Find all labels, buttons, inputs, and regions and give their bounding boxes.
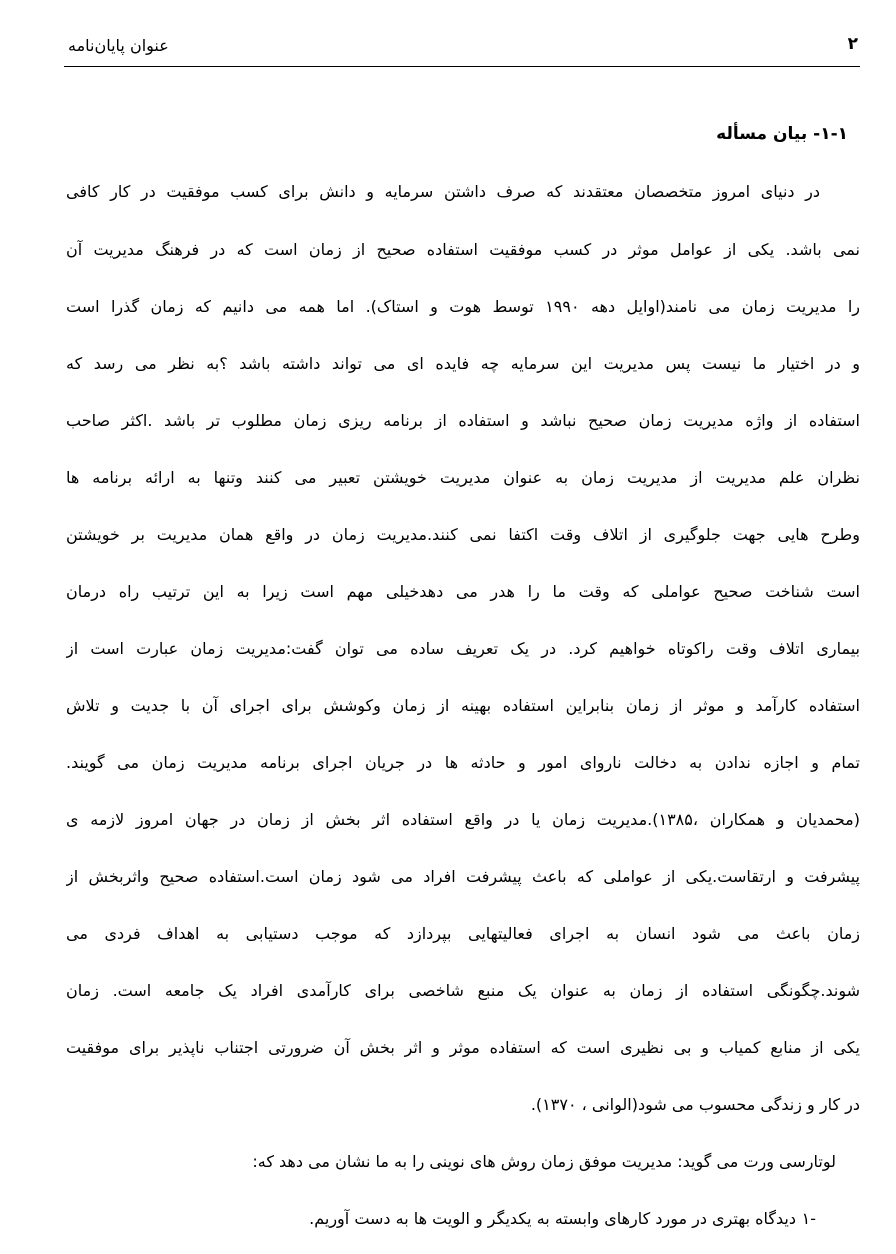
quote-sentence: لوتارسی ورت می گوید: مدیریت موفق زمان روش های نوینی را به ما نشان می دهد که: [252,1152,836,1171]
section-heading: ۱-۱- بیان مسأله [716,124,848,144]
paragraph-line: نظران علم مدیریت از مدیریت زمان به عنوان مدیریت خویشتن تعبیر می کنند وتنها به ارائه برنامه ها [66,468,860,487]
paragraph-line: زمان باعث می شود انسان به اجرای فعالیتهایی بپردازد که موجب دستیابی به اهداف فردی می [66,924,860,943]
paragraph-line: بیماری اتلاف وقت راکوتاه خواهیم کرد. در یک تعریف ساده می توان گفت:مدیریت زمان عبارت است از [66,639,860,658]
list-item: دیدگاه بهتری در مورد کارهای وابسته به یکدیگر و الویت ها به دست آوریم. [309,1209,796,1228]
paragraph-line: و در اختیار ما نیست پس مدیریت این سرمایه چه فایده ای می تواند داشته باشد ؟به نظر می رسد که [66,354,860,373]
paragraph-line: در کار و زندگی محسوب می شود(الوانی ، ۱۳۷۰). [530,1095,860,1114]
paragraph-line: پیشرفت و ارتقاست.یکی از عواملی که باعث پیشرفت افراد می شود زمان است.استفاده صحیح واثربخش از [66,867,860,886]
paragraph-line: (محمدیان و همکاران ،۱۳۸۵).مدیریت زمان یا در واقع استفاده اثر بخش از زمان در جهان امروز لازمه ی [66,810,860,829]
paragraph-line: وطرح هایی جهت جلوگیری از اتلاف وقت اکتفا نمی کنند.مدیریت زمان در واقع همان مدیریت بر خویشتن [66,525,860,544]
paragraph-line: استفاده از واژه مدیریت زمان صحیح نباشد و استفاده از برنامه ریزی زمان مطلوب تر باشد .اکثر صاحب [66,411,860,430]
paragraph-line: نمی باشد. یکی از عوامل موثر در کسب موفقیت استفاده صحیح از زمان است که در فرهنگ مدیریت آن [66,240,860,259]
paragraph-line: استفاده کارآمد و موثر از زمان بنابراین استفاده بهینه از زمان وکوشش برای اجرای آن با جدیت و تلاش [66,696,860,715]
list-marker: ۱- [801,1209,816,1228]
paragraph-line: در دنیای امروز متخصصان معتقدند که صرف داشتن سرمایه و دانش برای کسب موفقیت در کار کافی [66,182,820,201]
paragraph-line: تمام و اجازه ندادن به دخالت ناروای امور و حادثه ها در جریان اجرای برنامه مدیریت زمان می گویند. [66,753,860,772]
paragraph-line: را مدیریت زمان می نامند(اوایل دهه ۱۹۹۰ توسط هوت و استاک). اما همه می دانیم که زمان گذرا است [66,297,860,316]
page-header [64,30,860,67]
paragraph-line: شوند.چگونگی استفاده از زمان به عنوان یک منبع شاخصی برای کارآمدی افراد یک جامعه است. زمان [66,981,860,1000]
page-number: ۲ [847,34,858,54]
paragraph-line: یکی از منابع کمیاب و بی نظیری است که استفاده موثر و اثر بخش آن ضرورتی اجتناب ناپذیر برای موفقیت [66,1038,860,1057]
thesis-title: عنوان پایان‌نامه [68,36,169,55]
paragraph-line: است شناخت صحیح عواملی که وقت ما را هدر می دهدخیلی مهم است زیرا به این ترتیب راه درمان [66,582,860,601]
